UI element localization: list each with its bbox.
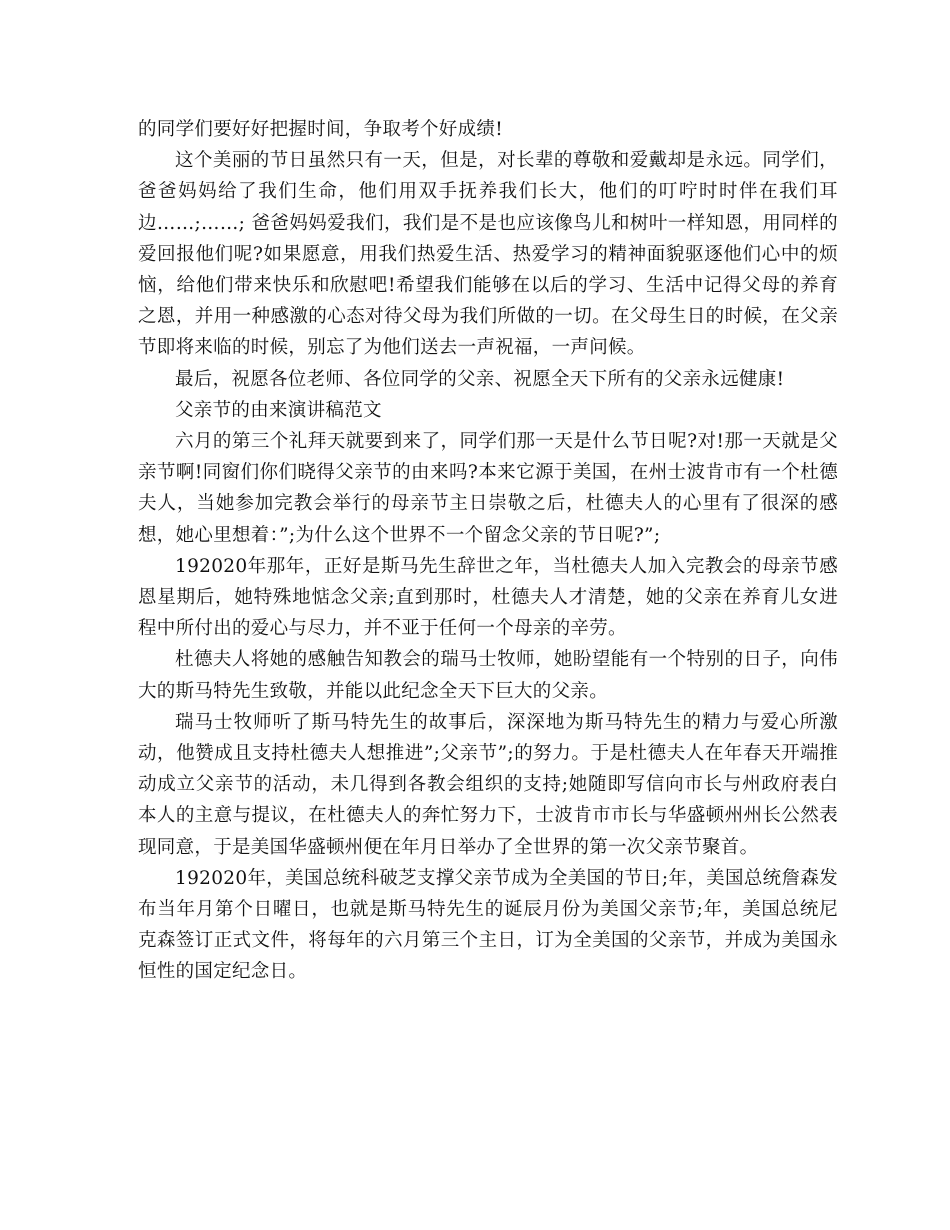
document-body — [138, 114, 838, 988]
paragraph-national-holiday: 192020年，美国总统科破芝支撑父亲节成为全美国的节日;年，美国总统詹森发布当年月第个日曜日，也就是斯马特先生的诞辰月份为美国父亲节;年，美国总统尼克森签订正式文件，将每年的六月第三个主日，订为全美国的父亲节，并成为美国永恒性的国定纪念日。 — [138, 867, 838, 983]
paragraph-fathers-day-intro: 六月的第三个礼拜天就要到来了，同学们那一天是什么节日呢?对!那一天就是父亲节啊!同窗们你们晓得父亲节的由来吗?本来它源于美国，在州士波肯市有一个杜德夫人，当她参加完教会举行的母亲节主日崇敬之后，杜德夫人的心里有了很深的感想，她心里想着：”;为什么这个世界不一个留念父亲的节日呢?”; — [138, 431, 838, 546]
paragraph-continuation: 的同学们要好好把握时间，争取考个好成绩! — [138, 119, 503, 140]
paragraph-pastor: 杜德夫人将她的感触告知教会的瑞马士牧师，她盼望能有一个特别的日子，向伟大的斯马特先生致敬，并能以此纪念全天下巨大的父亲。 — [138, 649, 838, 702]
paragraph-respect-parents: 这个美丽的节日虽然只有一天，但是，对长辈的尊敬和爱戴却是永远。同学们，爸爸妈妈给了我们生命，他们用双手抚养我们长大，他们的叮咛时时伴在我们耳边……;……; 爸爸妈妈爱我们，我们是不是也应该像鸟儿和树叶一样知恩，用同样的爱回报他们呢?如果愿意，用我们热爱生活、热爱学习的精神面貌驱逐他们心中的烦恼，给他们带来快乐和欣慰吧!希望我们能够在以后的学习、生活中记得父母的养育之恩，并用一种感激的心态对待父母为我们所做的一切。在父母生日的时候，在父亲节即将来临的时候，别忘了为他们送去一声祝福，一声问候。 — [138, 150, 838, 359]
paragraph-campaign: 瑞马士牧师听了斯马特先生的故事后，深深地为斯马特先生的精力与爱心所激动，他赞成且支持杜德夫人想推进”;父亲节”;的努力。于是杜德夫人在年春天开端推动成立父亲节的活动，未几得到各教会组织的支持;她随即写信向市长与州政府表白本人的主意与提议，在杜德夫人的奔忙努力下，士波肯市市长与华盛顿州州长公然表现同意，于是美国华盛顿州便在年月日举办了全世界的第一次父亲节聚首。 — [138, 711, 838, 858]
paragraph-closing-wishes: 最后，祝愿各位老师、各位同学的父亲、祝愿全天下所有的父亲永远健康! — [175, 368, 785, 390]
section-heading: 父亲节的由来演讲稿范文 — [175, 399, 382, 421]
paragraph-smart-history: 192020年那年，正好是斯马先生辞世之年，当杜德夫人加入完教会的母亲节感恩星期后，她特殊地惦念父亲;直到那时，杜德夫人才清楚，她的父亲在养育儿女进程中所付出的爱心与尽力，并不亚于任何一个母亲的辛劳。 — [138, 555, 838, 640]
